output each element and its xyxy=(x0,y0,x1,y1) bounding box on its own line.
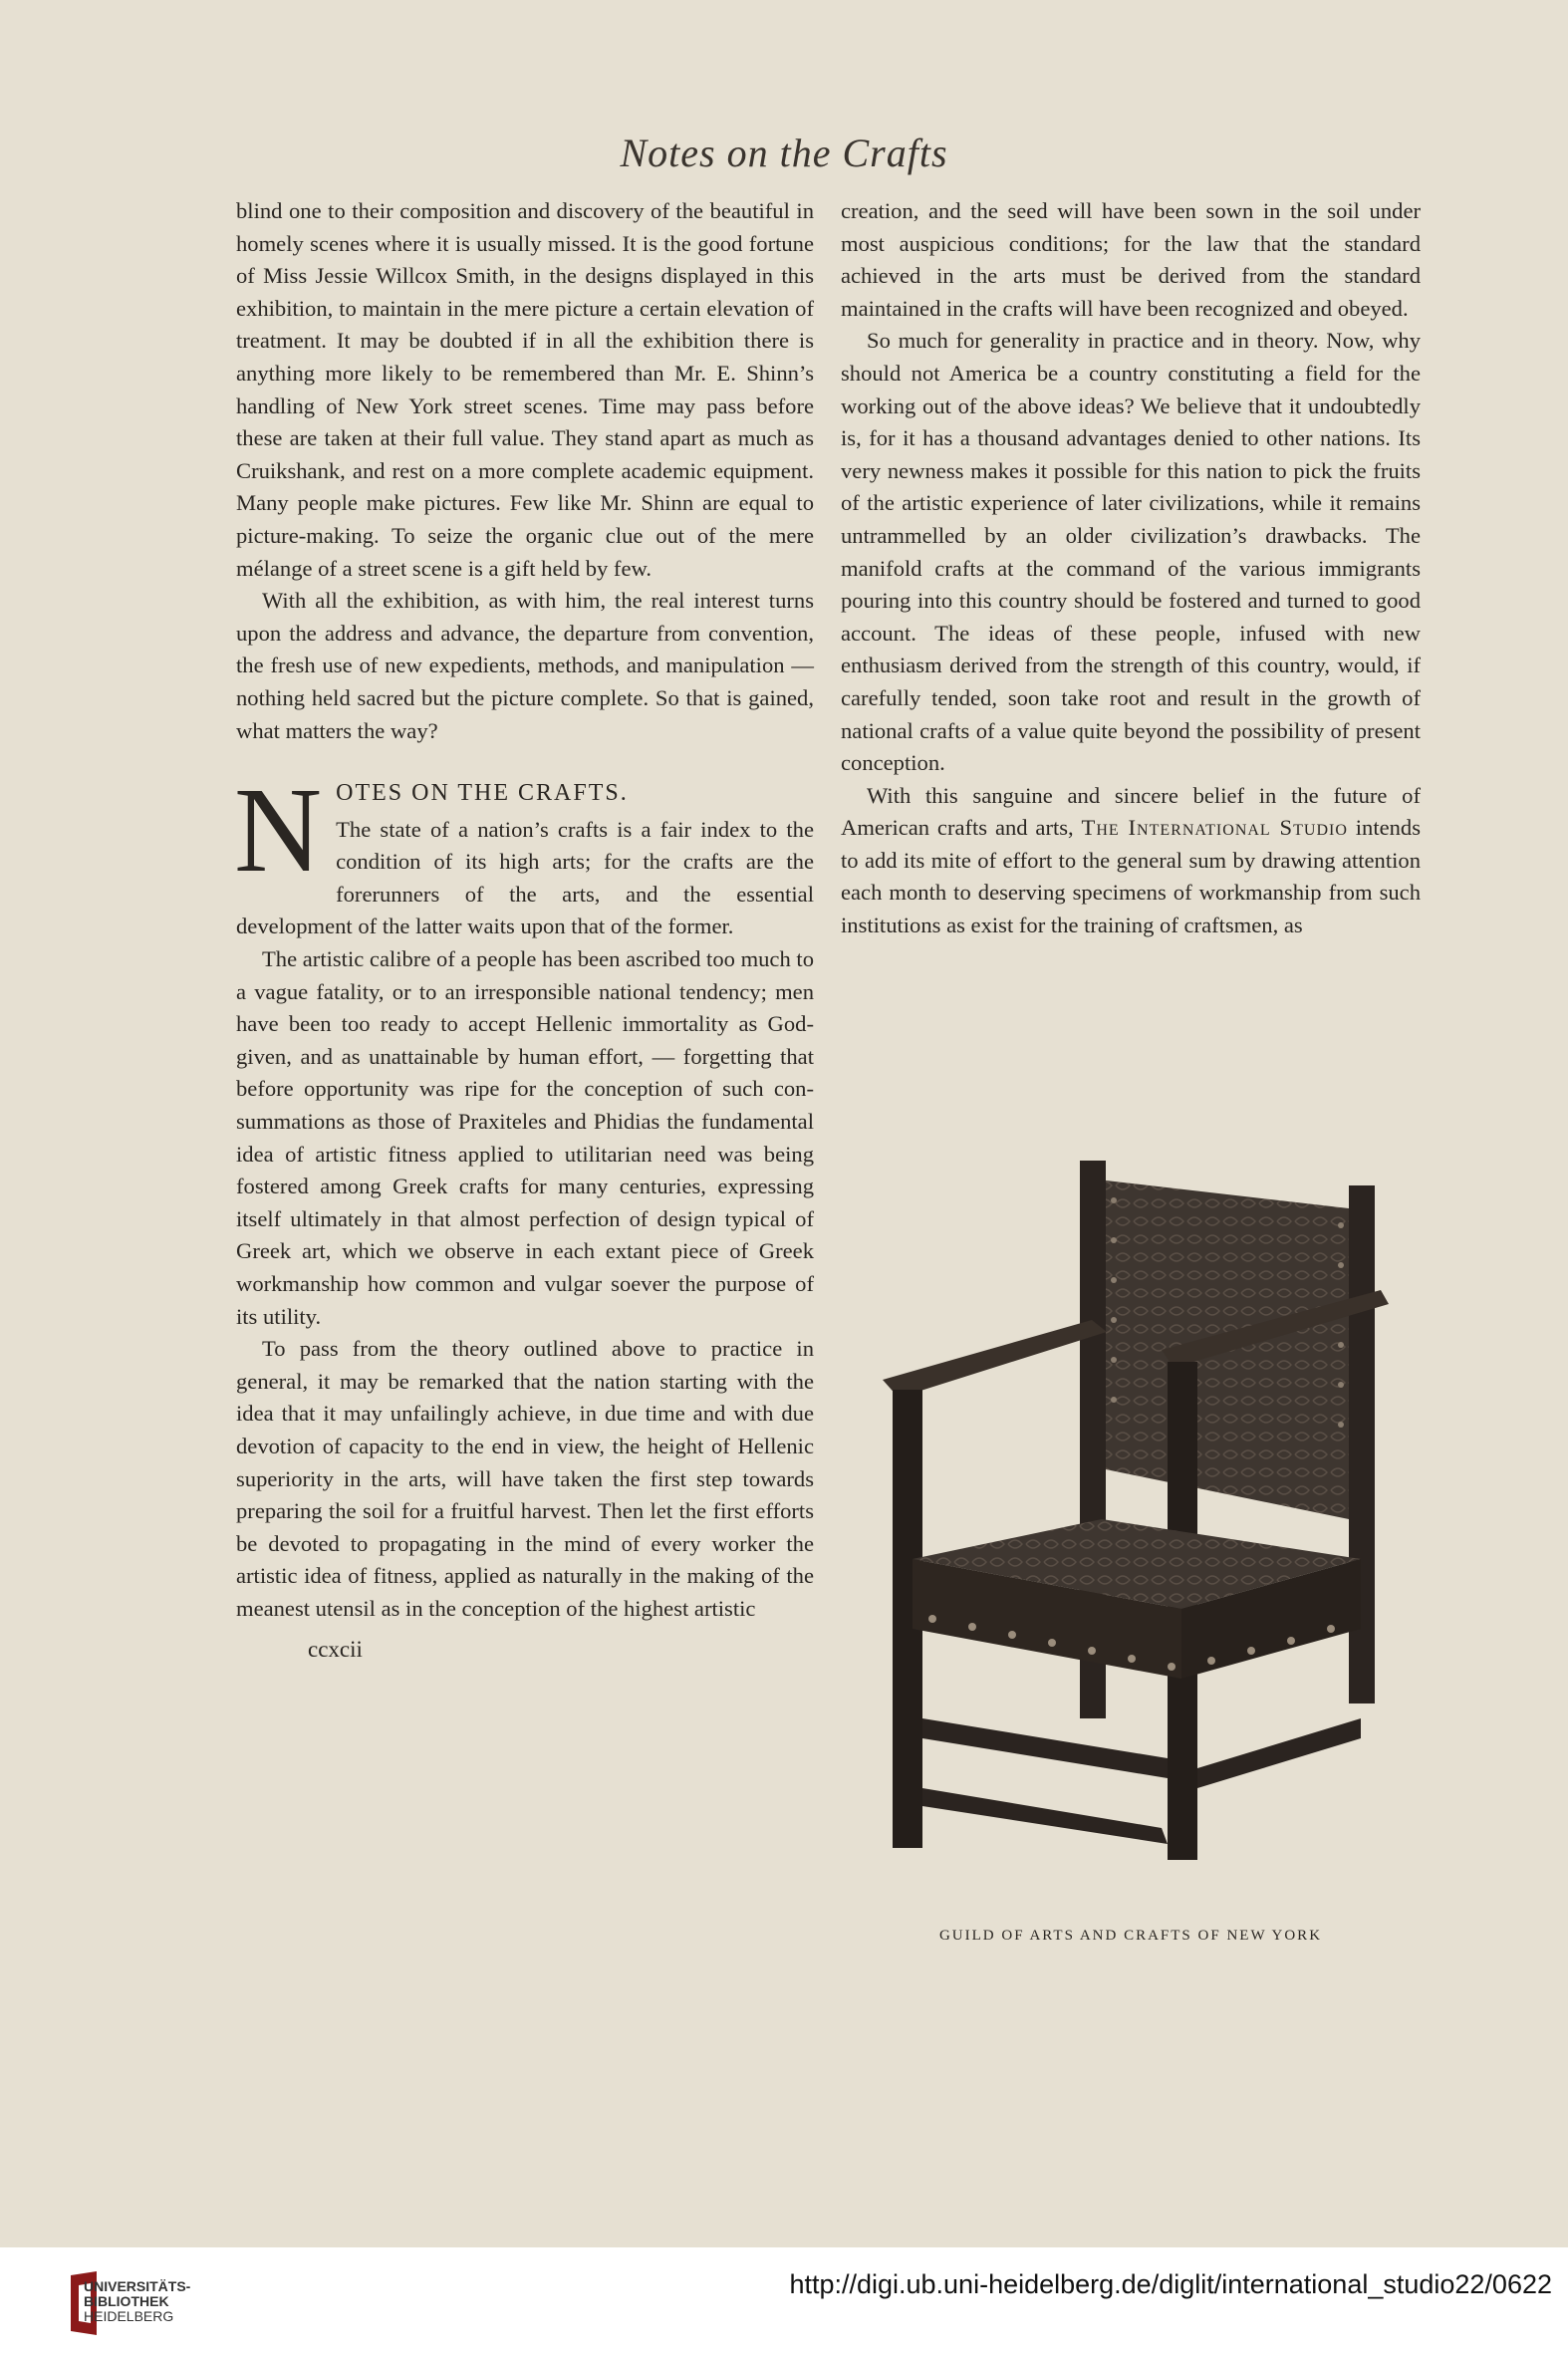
right-column xyxy=(841,195,1421,942)
library-name xyxy=(84,2279,190,2324)
paragraph: So much for generality in practice and in theory. Now, why should not America be a country constituting a field for the working out of the above ideas? We believe that it undoubtedly is, for it has a thousand advantages denied to other nations. Its very newness makes it possible for this nation to pick the fruits of the artistic experience of later civilizations, while it remains untrammelled by an older civilization’s drawbacks. The manifold crafts at the command of the various immigrants pouring into this country should be fostered and turned to good account. The ideas of these people, infused with new enthusiasm derived from the strength of this country, would, if carefully tended, soon take root and result in the growth of national crafts of a value quite beyond the possibility of present conception. xyxy=(841,328,1421,776)
paragraph-text: With this sanguine and sincere belief in the future of American crafts and arts, xyxy=(841,782,1421,841)
chair-illustration xyxy=(863,1141,1421,1898)
paragraph: creation, and the seed will have been sown in the soil under most auspicious conditions; for the law that the standard achieved in the arts must be derived from the standard maintained in the crafts will have been recognized and obeyed. xyxy=(841,198,1421,321)
library-name-line: BIBLIOTHEK xyxy=(84,2293,169,2309)
page-number: ccxcii xyxy=(308,1636,363,1662)
figure-caption: GUILD OF ARTS AND CRAFTS OF NEW YORK xyxy=(938,1928,1323,1944)
left-column xyxy=(236,195,814,1666)
drop-cap: N xyxy=(234,763,323,899)
paragraph-text: intends to add its mite of effort to the general sum by drawing attention each month to deserving specimens of workmanship from such institutions as exist for the training of craftsmen, as xyxy=(841,815,1422,938)
source-url-link[interactable]: http://digi.ub.uni-heidelberg.de/diglit/international_studio22/0622 xyxy=(789,2269,1552,2299)
library-name-line: UNIVERSITÄTS- xyxy=(84,2278,191,2294)
library-footer xyxy=(0,2247,1568,2358)
paragraph: blind one to their composition and discovery of the beautiful in homely scenes where it is usually missed. It is the good fortune of Miss Jessie Willcox Smith, in the designs displayed in this exhibition, to maintain in the mere picture a certain elevation of treatment. It may be doubted if in all the exhibition there is anything more likely to be remembered than Mr. E. Shinn’s handling of New York street scenes. Time may pass before these are taken at their full value. They stand apart as much as Cruikshank, and rest on a more complete academic equipment. Many people make pictures. Few like Mr. Shinn are equal to picture-making. To seize the organic clue out of the mere mélange of a street scene is a gift held by few. xyxy=(236,198,814,581)
running-head: Notes on the Crafts xyxy=(620,131,948,175)
magazine-name: The International Studio xyxy=(1081,815,1348,841)
paragraph: The state of a nation’s crafts is a fair index to the condition of its high arts; for the crafts are the forerunners of the arts, and the essential development of the latter waits upon that of the former. xyxy=(236,816,814,939)
section-notes-on-the-crafts xyxy=(234,763,814,943)
section-heading: OTES ON THE CRAFTS. xyxy=(336,780,629,807)
paragraph xyxy=(841,780,1421,942)
library-name-line: HEIDELBERG xyxy=(84,2308,174,2324)
paragraph: With all the exhibition, as with him, the real interest turns upon the address and advance, the departure from convention, the fresh use of new expedients, methods, and manipulation — nothing held sacred but the picture complete. So that is gained, what matters the way? xyxy=(236,588,814,743)
paragraph: The artistic calibre of a people has been ascribed too much to a vague fatality, or to an irresponsible national tendency; men have been too ready to accept Hellenic immortality as God-given, and as unattainable by human effort, — forgetting that before opportunity was ripe for the conception of such consummations as those of Praxiteles and Phidias the fundamental idea of artistic fitness applied to utilitarian need was being fostered among Greek crafts for many centuries, expressing itself ultimately in that almost perfection of design typical of Greek art, which we observe in each extant piece of Greek workmanship how common and vulgar soever the purpose of its utility. xyxy=(236,946,814,1329)
paragraph: To pass from the theory outlined above to practice in general, it may be remarked that the nation starting with the idea that it may unfailingly achieve, in due time and with due devotion of capacity to the end in view, the height of Hellenic superiority in the arts, will have taken the first step towards preparing the soil for a fruitful harvest. Then let the first efforts be devoted to propagating in the mind of every worker the artistic idea of fitness, applied as naturally in the making of the meanest utensil as in the conception of the highest artistic xyxy=(236,1336,814,1621)
